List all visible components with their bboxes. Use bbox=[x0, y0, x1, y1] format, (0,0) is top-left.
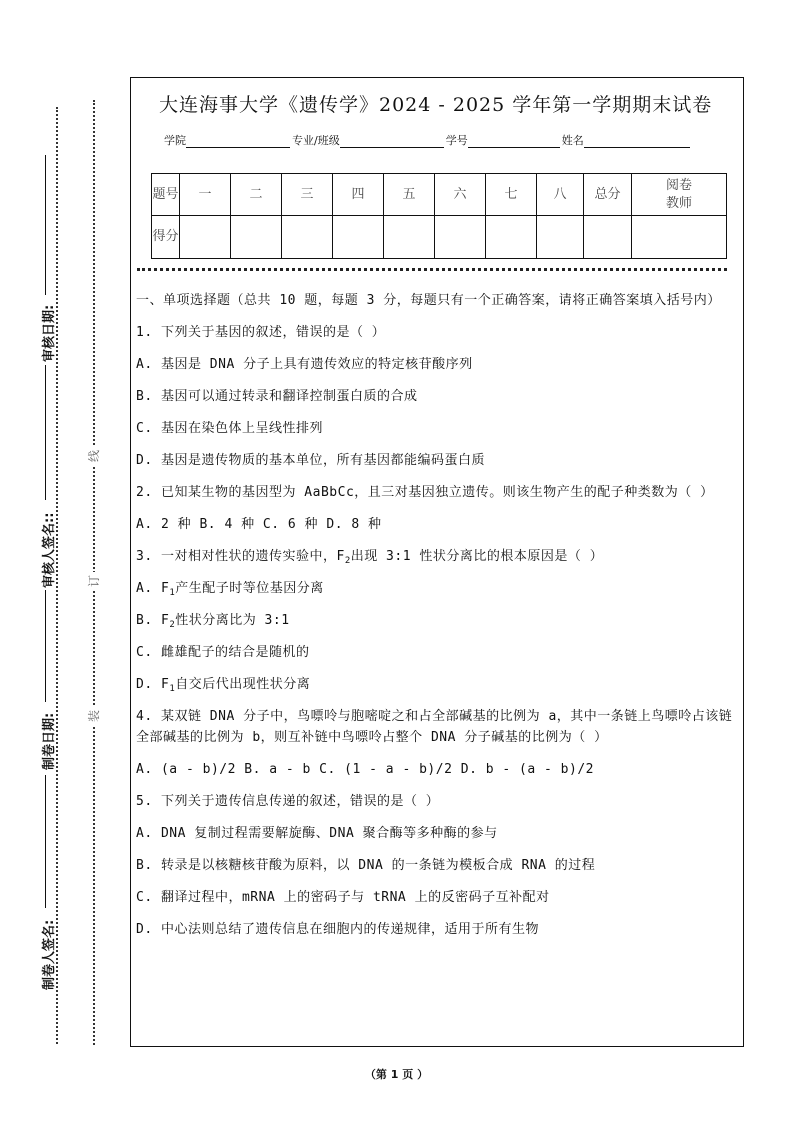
score-cell-2[interactable] bbox=[231, 216, 282, 259]
question-1-option-b: B. 基因可以通过转录和翻译控制蛋白质的合成 bbox=[136, 389, 418, 404]
student-id-label: 学号 bbox=[445, 134, 468, 147]
maker-signature-label: 制卷人签名: bbox=[42, 919, 57, 990]
reviewer-date-label: 审核日期: bbox=[42, 304, 57, 362]
question-3-option-b: B. $F_2$性状分离比为 3:1 bbox=[136, 613, 290, 630]
row-header-question-no: 题号 bbox=[152, 174, 180, 216]
score-cell-4[interactable] bbox=[333, 216, 384, 259]
col-grader: 阅卷教师 bbox=[632, 174, 727, 216]
col-total: 总分 bbox=[584, 174, 632, 216]
score-table-score-row bbox=[152, 216, 727, 259]
maker-date-label: 制卷日期: bbox=[42, 712, 57, 770]
separator-dotted-line bbox=[137, 268, 727, 271]
score-table bbox=[151, 173, 727, 259]
question-3-option-d: D. $F_1$自交后代出现性状分离 bbox=[136, 677, 311, 694]
score-cell-5[interactable] bbox=[384, 216, 435, 259]
reviewer-signature-label: 审核人签名:: bbox=[42, 512, 57, 588]
question-5-option-a: A. DNA 复制过程需要解旋酶、DNA 聚合酶等多种酶的参与 bbox=[136, 826, 498, 841]
question-3-stem: 3. 一对相对性状的遗传实验中，$F_2$出现 3:1 性状分离比的根本原因是（ ） bbox=[136, 549, 604, 566]
col-2: 二 bbox=[231, 174, 282, 216]
cut-word-line: 线 bbox=[86, 447, 102, 465]
col-5: 五 bbox=[384, 174, 435, 216]
score-cell-3[interactable] bbox=[282, 216, 333, 259]
question-5-option-c: C. 翻译过程中，mRNA 上的密码子与 tRNA 上的反密码子互补配对 bbox=[136, 890, 550, 905]
maker-signature-line bbox=[45, 775, 46, 908]
reviewer-signature-line bbox=[45, 365, 46, 500]
student-info-row bbox=[164, 132, 692, 148]
question-1-option-a: A. 基因是 DNA 分子上具有遗传效应的特定核苷酸序列 bbox=[136, 357, 473, 372]
question-5-stem: 5. 下列关于遗传信息传递的叙述，错误的是（ ） bbox=[136, 794, 440, 809]
name-field[interactable] bbox=[584, 135, 690, 148]
page-number: （第 1 页 ） bbox=[364, 1068, 429, 1081]
col-6: 六 bbox=[435, 174, 486, 216]
maker-date-line bbox=[45, 590, 46, 702]
section-heading: 一、单项选择题（总共 10 题，每题 3 分，每题只有一个正确答案，请将正确答案填入括号内） bbox=[136, 293, 721, 308]
question-2-options: A. 2 种 B. 4 种 C. 6 种 D. 8 种 bbox=[136, 517, 382, 532]
col-3: 三 bbox=[282, 174, 333, 216]
score-cell-grader[interactable] bbox=[632, 216, 727, 259]
name-label: 姓名 bbox=[561, 134, 584, 147]
exam-title: 大连海事大学《遗传学》2024 - 2025 学年第一学期期末试卷 bbox=[159, 94, 713, 116]
question-1-stem: 1. 下列关于基因的叙述，错误的是（ ） bbox=[136, 325, 386, 340]
reviewer-date-line bbox=[45, 155, 46, 295]
question-5-option-b: B. 转录是以核糖核苷酸为原料，以 DNA 的一条链为模板合成 RNA 的过程 bbox=[136, 858, 596, 873]
question-3-option-a: A. $F_1$产生配子时等位基因分离 bbox=[136, 581, 324, 598]
question-4-stem: 4. 某双链 DNA 分子中，鸟嘌呤与胞嘧啶之和占全部碱基的比例为 a，其中一条链上鸟嘌呤占该链全部碱基的比例为 b，则互补链中鸟嘌呤占整个 DNA 分子碱基的比例为（ ） bbox=[136, 709, 733, 745]
cut-word-seal: 装 bbox=[86, 707, 102, 725]
score-cell-8[interactable] bbox=[537, 216, 584, 259]
score-cell-total[interactable] bbox=[584, 216, 632, 259]
question-4-options: A. (a - b)/2 B. a - b C. (1 - a - b)/2 D. b - (a - b)/2 bbox=[136, 762, 594, 777]
cut-word-bind: 订 bbox=[86, 572, 102, 590]
major-class-label: 专业/班级 bbox=[292, 134, 340, 147]
student-id-field[interactable] bbox=[468, 135, 560, 148]
section-single-choice bbox=[136, 290, 736, 951]
question-1-option-d: D. 基因是遗传物质的基本单位，所有基因都能编码蛋白质 bbox=[136, 453, 485, 468]
col-8: 八 bbox=[537, 174, 584, 216]
col-1: 一 bbox=[180, 174, 231, 216]
question-3-option-c: C. 雌雄配子的结合是随机的 bbox=[136, 645, 310, 660]
question-5-option-d: D. 中心法则总结了遗传信息在细胞内的传递规律，适用于所有生物 bbox=[136, 922, 539, 937]
college-label: 学院 bbox=[164, 134, 186, 147]
row-header-score: 得分 bbox=[152, 216, 180, 259]
exam-paper-box bbox=[130, 77, 744, 1047]
score-cell-6[interactable] bbox=[435, 216, 486, 259]
score-table-header-row bbox=[152, 174, 727, 216]
question-1-option-c: C. 基因在染色体上呈线性排列 bbox=[136, 421, 323, 436]
score-cell-7[interactable] bbox=[486, 216, 537, 259]
college-field[interactable] bbox=[186, 135, 290, 148]
col-4: 四 bbox=[333, 174, 384, 216]
col-7: 七 bbox=[486, 174, 537, 216]
score-cell-1[interactable] bbox=[180, 216, 231, 259]
major-class-field[interactable] bbox=[340, 135, 444, 148]
question-2-stem: 2. 已知某生物的基因型为 AaBbCc，且三对基因独立遗传。则该生物产生的配子种类数为（ ） bbox=[136, 485, 714, 500]
